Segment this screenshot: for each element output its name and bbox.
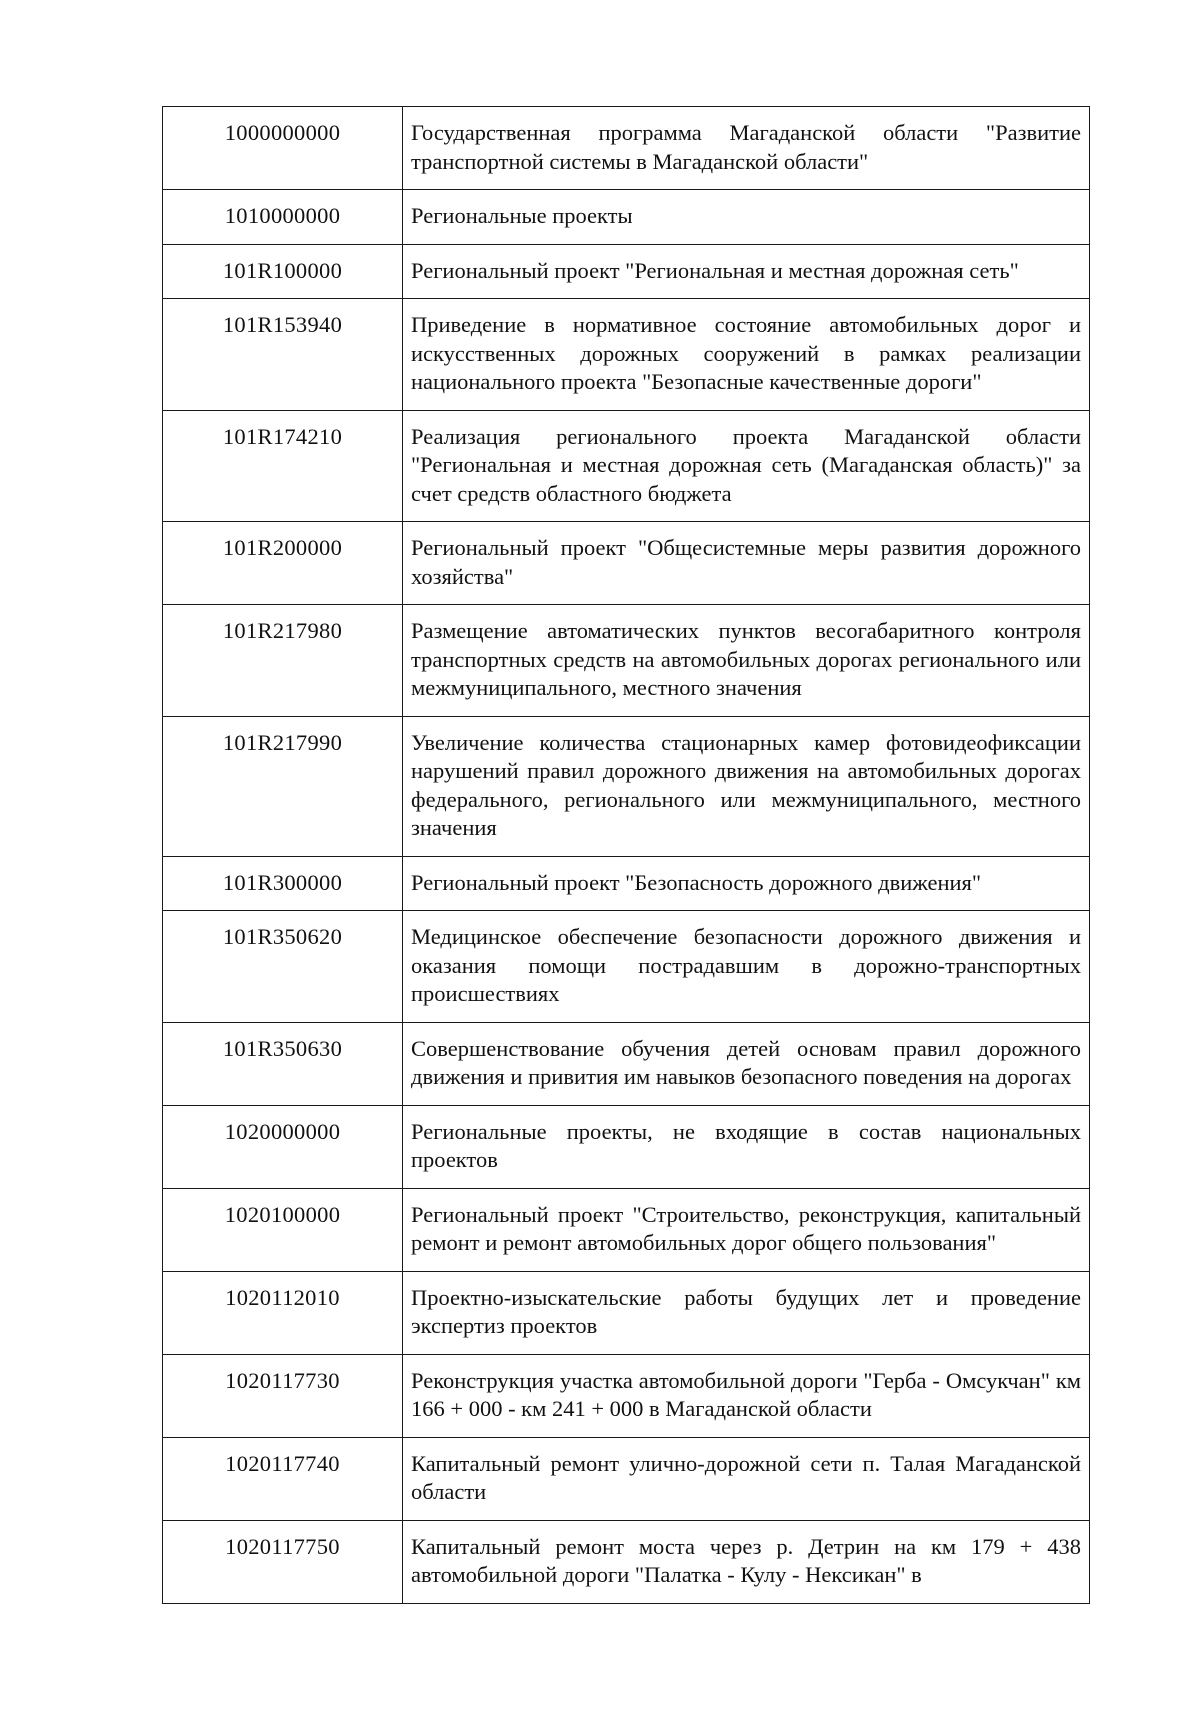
row-description: Реализация регионального проекта Магаданской области "Региональная и местная дорожная сеть (Магаданская область)" за счет средств областного бюджета: [403, 410, 1090, 522]
row-description: Региональные проекты, не входящие в состав национальных проектов: [403, 1105, 1090, 1188]
table-row: [163, 1354, 1090, 1437]
row-description: Размещение автоматических пунктов весогабаритного контроля транспортных средств на автомобильных дорогах регионального или межмуниципального, местного значения: [403, 605, 1090, 717]
row-code: 101R350620: [163, 911, 403, 1023]
row-description: Совершенствование обучения детей основам правил дорожного движения и привития им навыков безопасного поведения на дорогах: [403, 1022, 1090, 1105]
row-code: 1010000000: [163, 190, 403, 245]
table-row: [163, 522, 1090, 605]
row-description: Региональный проект "Общесистемные меры развития дорожного хозяйства": [403, 522, 1090, 605]
row-description: Региональные проекты: [403, 190, 1090, 245]
table-row: [163, 605, 1090, 717]
row-description: Капитальный ремонт улично-дорожной сети п. Талая Магаданской области: [403, 1437, 1090, 1520]
table-row: [163, 299, 1090, 411]
row-code: 1020117730: [163, 1354, 403, 1437]
row-code: 101R200000: [163, 522, 403, 605]
row-description: Капитальный ремонт моста через р. Детрин на км 179 + 438 автомобильной дороги "Палатка - Кулу - Нексикан" в: [403, 1520, 1090, 1603]
row-code: 1020000000: [163, 1105, 403, 1188]
row-code: 101R350630: [163, 1022, 403, 1105]
row-code: 1000000000: [163, 107, 403, 190]
row-code: 101R217980: [163, 605, 403, 717]
row-code: 101R100000: [163, 244, 403, 299]
row-description: Увеличение количества стационарных камер фотовидеофиксации нарушений правил дорожного движения на автомобильных дорогах федерального, регионального или межмуниципального, местного значения: [403, 716, 1090, 856]
row-code: 101R153940: [163, 299, 403, 411]
table-row: [163, 1188, 1090, 1271]
row-code: 1020100000: [163, 1188, 403, 1271]
row-description: Медицинское обеспечение безопасности дорожного движения и оказания помощи пострадавшим в дорожно-транспортных происшествиях: [403, 911, 1090, 1023]
table-row: [163, 1437, 1090, 1520]
table-row: [163, 716, 1090, 856]
table-row: [163, 1022, 1090, 1105]
row-description: Приведение в нормативное состояние автомобильных дорог и искусственных дорожных сооружений в рамках реализации национального проекта "Безопасные качественные дороги": [403, 299, 1090, 411]
row-code: 101R174210: [163, 410, 403, 522]
row-code: 1020117750: [163, 1520, 403, 1603]
row-description: Региональный проект "Региональная и местная дорожная сеть": [403, 244, 1090, 299]
table-row: [163, 1520, 1090, 1603]
row-description: Региональный проект "Безопасность дорожного движения": [403, 856, 1090, 911]
row-description: Региональный проект "Строительство, реконструкция, капитальный ремонт и ремонт автомобильных дорог общего пользования": [403, 1188, 1090, 1271]
table-row: [163, 1105, 1090, 1188]
budget-codes-table: [162, 106, 1090, 1604]
table-row: [163, 107, 1090, 190]
table-row: [163, 856, 1090, 911]
table-row: [163, 190, 1090, 245]
table-row: [163, 911, 1090, 1023]
row-description: Государственная программа Магаданской области "Развитие транспортной системы в Магаданской области": [403, 107, 1090, 190]
row-code: 1020117740: [163, 1437, 403, 1520]
row-code: 1020112010: [163, 1271, 403, 1354]
table-row: [163, 1271, 1090, 1354]
table-row: [163, 410, 1090, 522]
row-code: 101R300000: [163, 856, 403, 911]
table-row: [163, 244, 1090, 299]
row-code: 101R217990: [163, 716, 403, 856]
row-description: Реконструкция участка автомобильной дороги "Герба - Омсукчан" км 166 + 000 - км 241 + 000 в Магаданской области: [403, 1354, 1090, 1437]
row-description: Проектно-изыскательские работы будущих лет и проведение экспертиз проектов: [403, 1271, 1090, 1354]
